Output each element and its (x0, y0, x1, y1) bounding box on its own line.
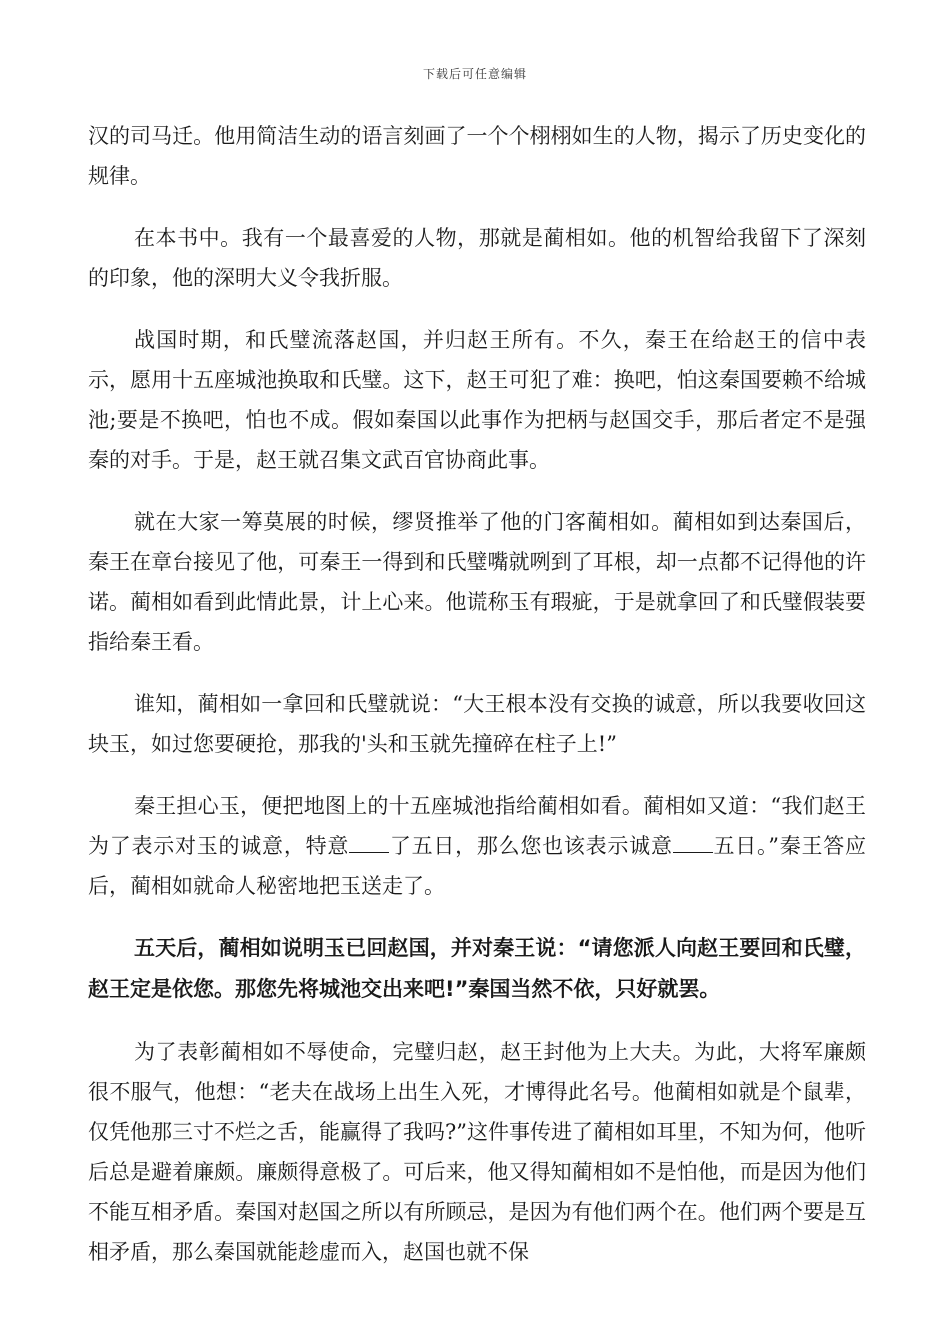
paragraph-3: 战国时期，和氏璧流落赵国，并归赵王所有。不久，秦王在给赵王的信中表示，愿用十五座城池换取和氏璧。这下，赵王可犯了难：换吧，怕这秦国要赖不给城池;要是不换吧，怕也不成。假如秦国以此事作为把柄与赵国交手，那后者定不是强秦的对手。于是，赵王就召集文武百官协商此事。 (88, 328, 866, 472)
paragraph-7-bold: 五天后，蔺相如说明玉已回赵国，并对秦王说：“请您派人向赵王要回和氏璧，赵王定是依您。那您先将城池交出来吧!”秦国当然不依，只好就罢。 (88, 936, 866, 1001)
page-header: 下载后可任意编辑 (422, 67, 527, 81)
fill-in-blank-1 (349, 830, 389, 853)
document-body (88, 116, 866, 1294)
paragraph-6 (88, 786, 866, 906)
paragraph-8: 为了表彰蔺相如不辱使命，完璧归赵，赵王封他为上大夫。为此，大将军廉颇很不服气，他想：“老夫在战场上出生入死，才博得此名号。他蔺相如就是个鼠辈，仅凭他那三寸不烂之舌，能赢得了我吗?”这件事传进了蔺相如耳里，不知为何，他听后总是避着廉颇。廉颇得意极了。可后来，他又得知蔺相如不是怕他，而是因为他们不能互相矛盾。秦国对赵国之所以有所顾忌，是因为有他们两个在。他们两个要是互相矛盾，那么秦国就能趁虚而入，赵国也就不保 (88, 1040, 866, 1264)
paragraph-2: 在本书中。我有一个最喜爱的人物，那就是蔺相如。他的机智给我留下了深刻的印象，他的深明大义令我折服。 (88, 226, 866, 290)
paragraph-6-part-3: 五日。”秦王答应后，蔺相如就命人秘密地把玉送走了。 (88, 834, 866, 898)
paragraph-6-part-1: 秦王担心玉，便把地图上的十五座城池指给蔺相如看。蔺相如又道：“我们赵王为了表示对玉的诚意，特意 (88, 794, 866, 858)
paragraph-1: 汉的司马迁。他用简洁生动的语言刻画了一个个栩栩如生的人物，揭示了历史变化的规律。 (88, 124, 866, 188)
paragraph-6-part-2: 了五日，那么您也该表示诚意 (389, 834, 673, 858)
paragraph-4: 就在大家一筹莫展的时候，缪贤推举了他的门客蔺相如。蔺相如到达秦国后，秦王在章台接见了他，可秦王一得到和氏璧嘴就咧到了耳根，却一点都不记得他的许诺。蔺相如看到此情此景，计上心来。他谎称玉有瑕疵，于是就拿回了和氏璧假装要指给秦王看。 (88, 510, 866, 654)
fill-in-blank-2 (673, 830, 713, 853)
paragraph-5: 谁知，蔺相如一拿回和氏璧就说：“大王根本没有交换的诚意，所以我要收回这块玉，如过您要硬抢，那我的'头和玉就先撞碎在柱子上!” (88, 692, 866, 756)
